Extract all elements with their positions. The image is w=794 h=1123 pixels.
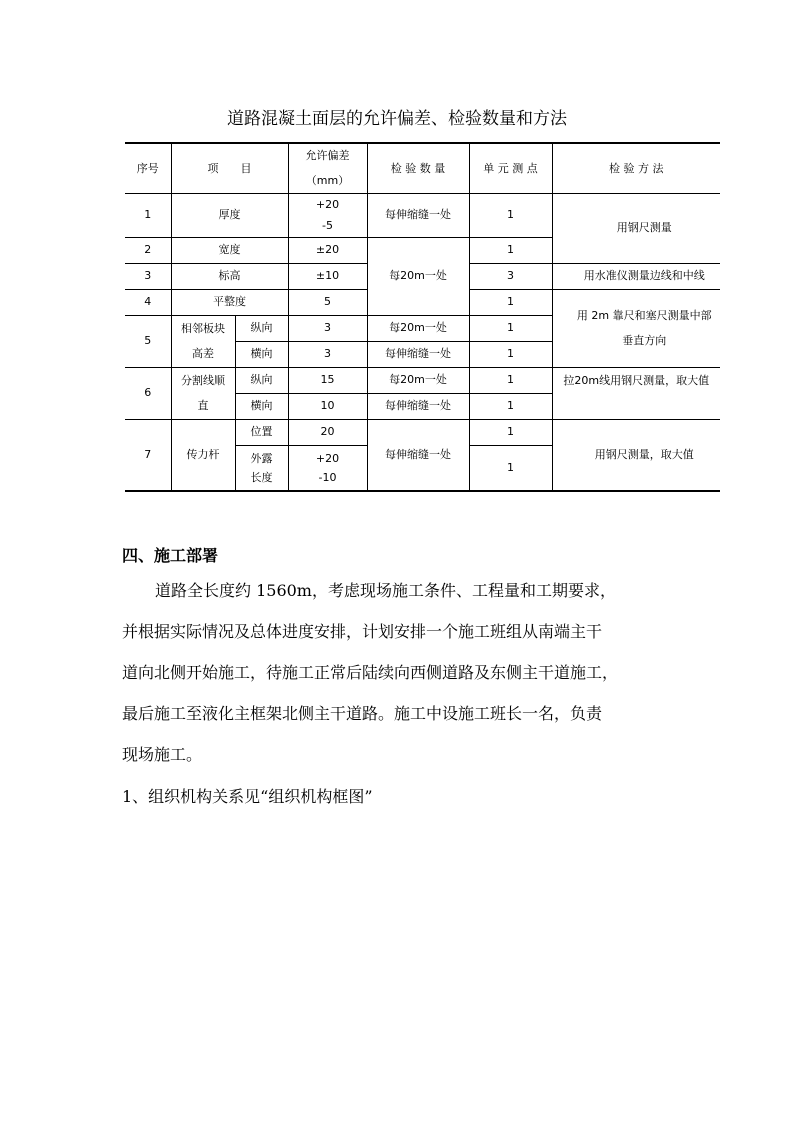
- row-method: 拉20m线用钢尺测量，取大值: [552, 367, 720, 419]
- row-tolerance: ±10: [288, 263, 367, 289]
- row-item: 传力杆: [171, 419, 235, 491]
- row-method: 用 2m 靠尺和塞尺测量中部 垂直方向: [552, 289, 720, 367]
- row-subitem: 位置: [235, 419, 288, 445]
- row-index: 7: [125, 419, 171, 491]
- row-points: 1: [469, 237, 552, 263]
- row-index: 1: [125, 193, 171, 237]
- row-subitem: 纵向: [235, 367, 288, 393]
- row-tolerance: ±20: [288, 237, 367, 263]
- row-tolerance: 20: [288, 419, 367, 445]
- row-points: 1: [469, 419, 552, 445]
- table-header-row: [125, 143, 720, 193]
- header-quantity: 检 验 数 量: [367, 143, 469, 193]
- row-points: 1: [469, 367, 552, 393]
- row-points: 1: [469, 193, 552, 237]
- row-points: 1: [469, 445, 552, 491]
- row-points: 3: [469, 263, 552, 289]
- header-index: 序号: [125, 143, 171, 193]
- row-item: 厚度: [171, 193, 288, 237]
- row-tolerance: 3: [288, 341, 367, 367]
- row-points: 1: [469, 315, 552, 341]
- paragraph-line: 现场施工。: [122, 745, 203, 764]
- row-index: 5: [125, 315, 171, 367]
- row-item: 宽度: [171, 237, 288, 263]
- paragraph-line: 道路全长度约 1560m，考虑现场施工条件、工程量和工期要求，: [155, 581, 616, 600]
- row-quantity: 每伸缩缝一处: [367, 341, 469, 367]
- row-quantity: 每20m一处: [367, 237, 469, 315]
- row-method: 用水准仪测量边线和中线: [552, 263, 720, 289]
- sub-heading: 1、组织机构关系见“组织机构框图”: [122, 787, 373, 806]
- paragraph-line: 并根据实际情况及总体进度安排，计划安排一个施工班组从南端主干: [122, 622, 603, 641]
- header-method: 检 验 方 法: [552, 143, 720, 193]
- row-item: 分割线顺 直: [171, 367, 235, 419]
- row-item: 平整度: [171, 289, 288, 315]
- table-title: 道路混凝土面层的允许偏差、检验数量和方法: [227, 109, 567, 129]
- paragraph-line: 最后施工至液化主框架北侧主干道路。施工中设施工班长一名，负责: [122, 704, 603, 723]
- table-row: [125, 367, 720, 393]
- row-tolerance: 10: [288, 393, 367, 419]
- paragraph-line: 道向北侧开始施工，待施工正常后陆续向西侧道路及东侧主干道施工，: [122, 663, 619, 682]
- row-tolerance: 5: [288, 289, 367, 315]
- row-index: 2: [125, 237, 171, 263]
- tolerance-table: [125, 142, 720, 492]
- row-quantity: 每伸缩缝一处: [367, 393, 469, 419]
- row-tolerance: +20 -5: [288, 193, 367, 237]
- row-subitem: 横向: [235, 393, 288, 419]
- row-index: 6: [125, 367, 171, 419]
- row-quantity: 每20m一处: [367, 315, 469, 341]
- row-points: 1: [469, 341, 552, 367]
- row-index: 3: [125, 263, 171, 289]
- row-method: 用钢尺测量，取大值: [552, 419, 720, 491]
- row-item: 相邻板块 高差: [171, 315, 235, 367]
- row-subitem: 纵向: [235, 315, 288, 341]
- row-tolerance: 3: [288, 315, 367, 341]
- section-paragraph: [122, 570, 694, 775]
- row-subitem: 外露 长度: [235, 445, 288, 491]
- table-row: [125, 419, 720, 445]
- header-tolerance: 允许偏差 （mm）: [288, 143, 367, 193]
- row-tolerance: +20 -10: [288, 445, 367, 491]
- section-heading: 四、施工部署: [122, 546, 219, 565]
- row-quantity: 每伸缩缝一处: [367, 193, 469, 237]
- row-subitem: 横向: [235, 341, 288, 367]
- row-quantity: 每20m一处: [367, 367, 469, 393]
- table-row: [125, 193, 720, 237]
- row-quantity: 每伸缩缝一处: [367, 419, 469, 491]
- header-points: 单 元 测 点: [469, 143, 552, 193]
- row-tolerance: 15: [288, 367, 367, 393]
- row-points: 1: [469, 289, 552, 315]
- row-item: 标高: [171, 263, 288, 289]
- row-points: 1: [469, 393, 552, 419]
- row-index: 4: [125, 289, 171, 315]
- header-item: 项 目: [171, 143, 288, 193]
- row-method: 用钢尺测量: [552, 193, 720, 263]
